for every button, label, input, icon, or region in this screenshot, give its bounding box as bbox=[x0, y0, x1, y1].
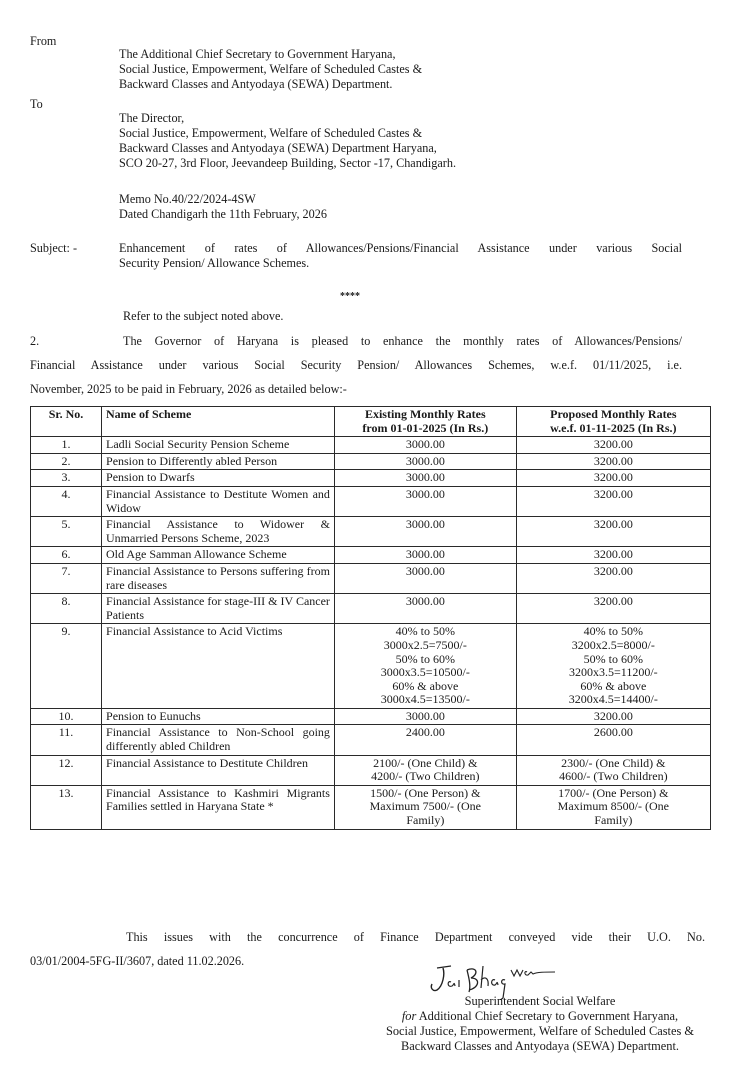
cell-existing-rate bbox=[334, 470, 516, 487]
table-row bbox=[31, 517, 711, 547]
recipient-line: Social Justice, Empowerment, Welfare of Scheduled Castes & bbox=[119, 126, 423, 140]
existing-rate-line: 40% to 50% bbox=[395, 624, 455, 639]
table-row bbox=[31, 624, 711, 709]
existing-rate-line: 3000.00 bbox=[405, 486, 445, 501]
concurrence-text: This issues with the concurrence of Finance Department conveyed vide their U.O. No. bbox=[126, 930, 705, 944]
cell-existing-rate bbox=[334, 725, 516, 755]
memo-block bbox=[119, 192, 327, 222]
existing-rate-line: 3000.00 bbox=[405, 517, 445, 532]
cell-scheme-name: Financial Assistance to Widower & Unmarried Persons Scheme, 2023 bbox=[102, 517, 335, 547]
cell-existing-rate bbox=[334, 517, 516, 547]
rates-table bbox=[30, 406, 711, 830]
cell-proposed-rate bbox=[516, 708, 710, 725]
header-scheme-name: Name of Scheme bbox=[102, 407, 335, 437]
table-row bbox=[31, 563, 711, 593]
cell-proposed-rate bbox=[516, 486, 710, 516]
cell-sr-no: 12. bbox=[31, 755, 102, 785]
sender-line: Backward Classes and Antyodaya (SEWA) Department. bbox=[119, 77, 393, 91]
cell-existing-rate bbox=[334, 486, 516, 516]
for-word: for bbox=[401, 1009, 417, 1023]
proposed-rate-line: 3200.00 bbox=[593, 708, 633, 723]
cell-scheme-name: Ladli Social Security Pension Scheme bbox=[102, 437, 335, 454]
cell-scheme-name: Financial Assistance to Destitute Children bbox=[102, 755, 335, 785]
cell-sr-no: 11. bbox=[31, 725, 102, 755]
existing-rate-line: 3000x4.5=13500/- bbox=[380, 692, 470, 707]
signatory-dept-line: Social Justice, Empowerment, Welfare of Scheduled Castes & bbox=[385, 1024, 695, 1038]
proposed-rate-line: 60% & above bbox=[580, 678, 647, 693]
cell-proposed-rate bbox=[516, 470, 710, 487]
concurrence-line1 bbox=[126, 930, 705, 945]
cell-scheme-name: Financial Assistance to Acid Victims bbox=[102, 624, 335, 709]
existing-rate-line: 4200/- (Two Children) bbox=[371, 769, 480, 784]
cell-proposed-rate bbox=[516, 785, 710, 829]
cell-sr-no: 7. bbox=[31, 563, 102, 593]
cell-sr-no: 1. bbox=[31, 437, 102, 454]
table-row bbox=[31, 453, 711, 470]
proposed-rate-line: 40% to 50% bbox=[583, 624, 643, 639]
cell-sr-no: 13. bbox=[31, 785, 102, 829]
signatory-name: Superintendent Social Welfare bbox=[464, 994, 616, 1008]
para-number: 2. bbox=[30, 334, 40, 348]
recipient-line: SCO 20-27, 3rd Floor, Jeevandeep Building, Sector -17, Chandigarh. bbox=[119, 156, 456, 170]
cell-proposed-rate bbox=[516, 437, 710, 454]
cell-existing-rate bbox=[334, 563, 516, 593]
header-existing-rates bbox=[334, 407, 516, 437]
cell-sr-no: 6. bbox=[31, 547, 102, 564]
existing-rate-line: 2400.00 bbox=[405, 725, 445, 740]
refer-text: Refer to the subject noted above. bbox=[123, 309, 284, 323]
header-line: Existing Monthly Rates bbox=[364, 407, 486, 421]
proposed-rate-line: 3200.00 bbox=[593, 486, 633, 501]
concurrence-line2: 03/01/2004-5FG-II/3607, dated 11.02.2026. bbox=[30, 954, 245, 968]
cell-sr-no: 10. bbox=[31, 708, 102, 725]
existing-rate-line: 3000x3.5=10500/- bbox=[380, 665, 470, 680]
cell-existing-rate bbox=[334, 785, 516, 829]
proposed-rate-line: 3200x3.5=11200/- bbox=[569, 665, 658, 680]
existing-rate-line: 50% to 60% bbox=[395, 651, 455, 666]
sender-line: The Additional Chief Secretary to Government Haryana, bbox=[119, 47, 396, 61]
cell-existing-rate bbox=[334, 755, 516, 785]
para2-line2 bbox=[30, 358, 682, 373]
to-label: To bbox=[30, 97, 43, 111]
existing-rate-line: 3000.00 bbox=[405, 547, 445, 562]
signatory-dept-line: Backward Classes and Antyodaya (SEWA) Department. bbox=[400, 1039, 680, 1053]
existing-rate-line: 3000.00 bbox=[405, 437, 445, 452]
cell-scheme-name: Financial Assistance to Persons suffering from rare diseases bbox=[102, 563, 335, 593]
proposed-rate-line: Maximum 8500/- (One bbox=[557, 799, 669, 814]
signature-block bbox=[330, 994, 730, 1054]
cell-scheme-name: Financial Assistance for stage-III & IV Cancer Patients bbox=[102, 594, 335, 624]
table-header-row bbox=[31, 407, 711, 437]
subject-line: Enhancement of rates of Allowances/Pensions/Financial Assistance under various Social bbox=[119, 241, 682, 255]
existing-rate-line: 3000.00 bbox=[405, 563, 445, 578]
table-row bbox=[31, 437, 711, 454]
subject-text bbox=[119, 241, 682, 271]
proposed-rate-line: 3200.00 bbox=[593, 547, 633, 562]
proposed-rate-line: 3200.00 bbox=[593, 517, 633, 532]
cell-sr-no: 8. bbox=[31, 594, 102, 624]
proposed-rate-line: Family) bbox=[594, 813, 633, 828]
cell-sr-no: 2. bbox=[31, 453, 102, 470]
para2-line3: November, 2025 to be paid in February, 2026 as detailed below:- bbox=[30, 382, 347, 396]
existing-rate-line: 1500/- (One Person) & bbox=[370, 785, 481, 800]
table-row bbox=[31, 785, 711, 829]
from-label: From bbox=[30, 34, 57, 48]
cell-proposed-rate bbox=[516, 453, 710, 470]
existing-rate-line: 2100/- (One Child) & bbox=[373, 755, 478, 770]
sender-address bbox=[119, 47, 422, 92]
signatory-for-line bbox=[330, 1009, 730, 1024]
memo-number: Memo No.40/22/2024-4SW bbox=[119, 192, 256, 206]
table-row bbox=[31, 708, 711, 725]
cell-existing-rate bbox=[334, 437, 516, 454]
existing-rate-line: 60% & above bbox=[392, 678, 459, 693]
header-line: from 01-01-2025 (In Rs.) bbox=[362, 420, 489, 435]
cell-scheme-name: Financial Assistance to Destitute Women and Widow bbox=[102, 486, 335, 516]
sender-line: Social Justice, Empowerment, Welfare of Scheduled Castes & bbox=[119, 62, 423, 76]
proposed-rate-line: 2300/- (One Child) & bbox=[561, 755, 666, 770]
cell-proposed-rate bbox=[516, 624, 710, 709]
existing-rate-line: 3000.00 bbox=[405, 453, 445, 468]
cell-existing-rate bbox=[334, 547, 516, 564]
existing-rate-line: 3000.00 bbox=[405, 470, 445, 485]
cell-scheme-name: Pension to Dwarfs bbox=[102, 470, 335, 487]
existing-rate-line: 3000.00 bbox=[405, 708, 445, 723]
table-body bbox=[31, 437, 711, 829]
cell-proposed-rate bbox=[516, 755, 710, 785]
cell-sr-no: 5. bbox=[31, 517, 102, 547]
cell-sr-no: 4. bbox=[31, 486, 102, 516]
cell-proposed-rate bbox=[516, 547, 710, 564]
table-row bbox=[31, 755, 711, 785]
table-row bbox=[31, 547, 711, 564]
cell-scheme-name: Financial Assistance to Kashmiri Migrants Families settled in Haryana State * bbox=[102, 785, 335, 829]
proposed-rate-line: 4600/- (Two Children) bbox=[559, 769, 668, 784]
cell-proposed-rate bbox=[516, 517, 710, 547]
proposed-rate-line: 1700/- (One Person) & bbox=[558, 785, 669, 800]
cell-existing-rate bbox=[334, 624, 516, 709]
cell-scheme-name: Pension to Differently abled Person bbox=[102, 453, 335, 470]
recipient-line: Backward Classes and Antyodaya (SEWA) Department Haryana, bbox=[119, 141, 437, 155]
existing-rate-line: 3000x2.5=7500/- bbox=[383, 637, 467, 652]
cell-existing-rate bbox=[334, 594, 516, 624]
table-row bbox=[31, 725, 711, 755]
proposed-rate-line: 2600.00 bbox=[593, 725, 633, 740]
separator-stars: **** bbox=[340, 291, 360, 302]
existing-rate-line: Family) bbox=[406, 813, 445, 828]
memo-date: Dated Chandigarh the 11th February, 2026 bbox=[119, 207, 327, 221]
subject-label: Subject: - bbox=[30, 241, 78, 255]
header-proposed-rates bbox=[516, 407, 710, 437]
proposed-rate-line: 3200x2.5=8000/- bbox=[571, 637, 655, 652]
cell-sr-no: 3. bbox=[31, 470, 102, 487]
proposed-rate-line: 3200.00 bbox=[593, 594, 633, 609]
proposed-rate-line: 3200.00 bbox=[593, 563, 633, 578]
header-sr-no: Sr. No. bbox=[31, 407, 102, 437]
recipient-line: The Director, bbox=[119, 111, 185, 125]
proposed-rate-line: 3200x4.5=14400/- bbox=[568, 692, 658, 707]
header-line: Proposed Monthly Rates bbox=[550, 407, 677, 421]
header-line: w.e.f. 01-11-2025 (In Rs.) bbox=[550, 420, 677, 435]
cell-proposed-rate bbox=[516, 563, 710, 593]
proposed-rate-line: 3200.00 bbox=[593, 437, 633, 452]
proposed-rate-line: 3200.00 bbox=[593, 453, 633, 468]
for-rest: Additional Chief Secretary to Government Haryana, bbox=[416, 1009, 679, 1023]
para2-line: The Governor of Haryana is pleased to enhance the monthly rates of Allowances/Pensions/ bbox=[123, 334, 682, 348]
cell-proposed-rate bbox=[516, 594, 710, 624]
recipient-address bbox=[119, 111, 456, 171]
table-row bbox=[31, 486, 711, 516]
cell-scheme-name: Pension to Eunuchs bbox=[102, 708, 335, 725]
para2-line1 bbox=[123, 334, 682, 349]
cell-existing-rate bbox=[334, 708, 516, 725]
existing-rate-line: Maximum 7500/- (One bbox=[369, 799, 481, 814]
cell-sr-no: 9. bbox=[31, 624, 102, 709]
cell-scheme-name: Old Age Samman Allowance Scheme bbox=[102, 547, 335, 564]
table-row bbox=[31, 470, 711, 487]
cell-scheme-name: Financial Assistance to Non-School going differently abled Children bbox=[102, 725, 335, 755]
cell-existing-rate bbox=[334, 453, 516, 470]
subject-line: Security Pension/ Allowance Schemes. bbox=[119, 256, 310, 270]
proposed-rate-line: 50% to 60% bbox=[583, 651, 643, 666]
existing-rate-line: 3000.00 bbox=[405, 594, 445, 609]
table-row bbox=[31, 594, 711, 624]
cell-proposed-rate bbox=[516, 725, 710, 755]
proposed-rate-line: 3200.00 bbox=[593, 470, 633, 485]
para2-line: Financial Assistance under various Social Security Pension/ Allowances Schemes, w.e.f. 01/11/2025, i.e. bbox=[30, 358, 682, 372]
